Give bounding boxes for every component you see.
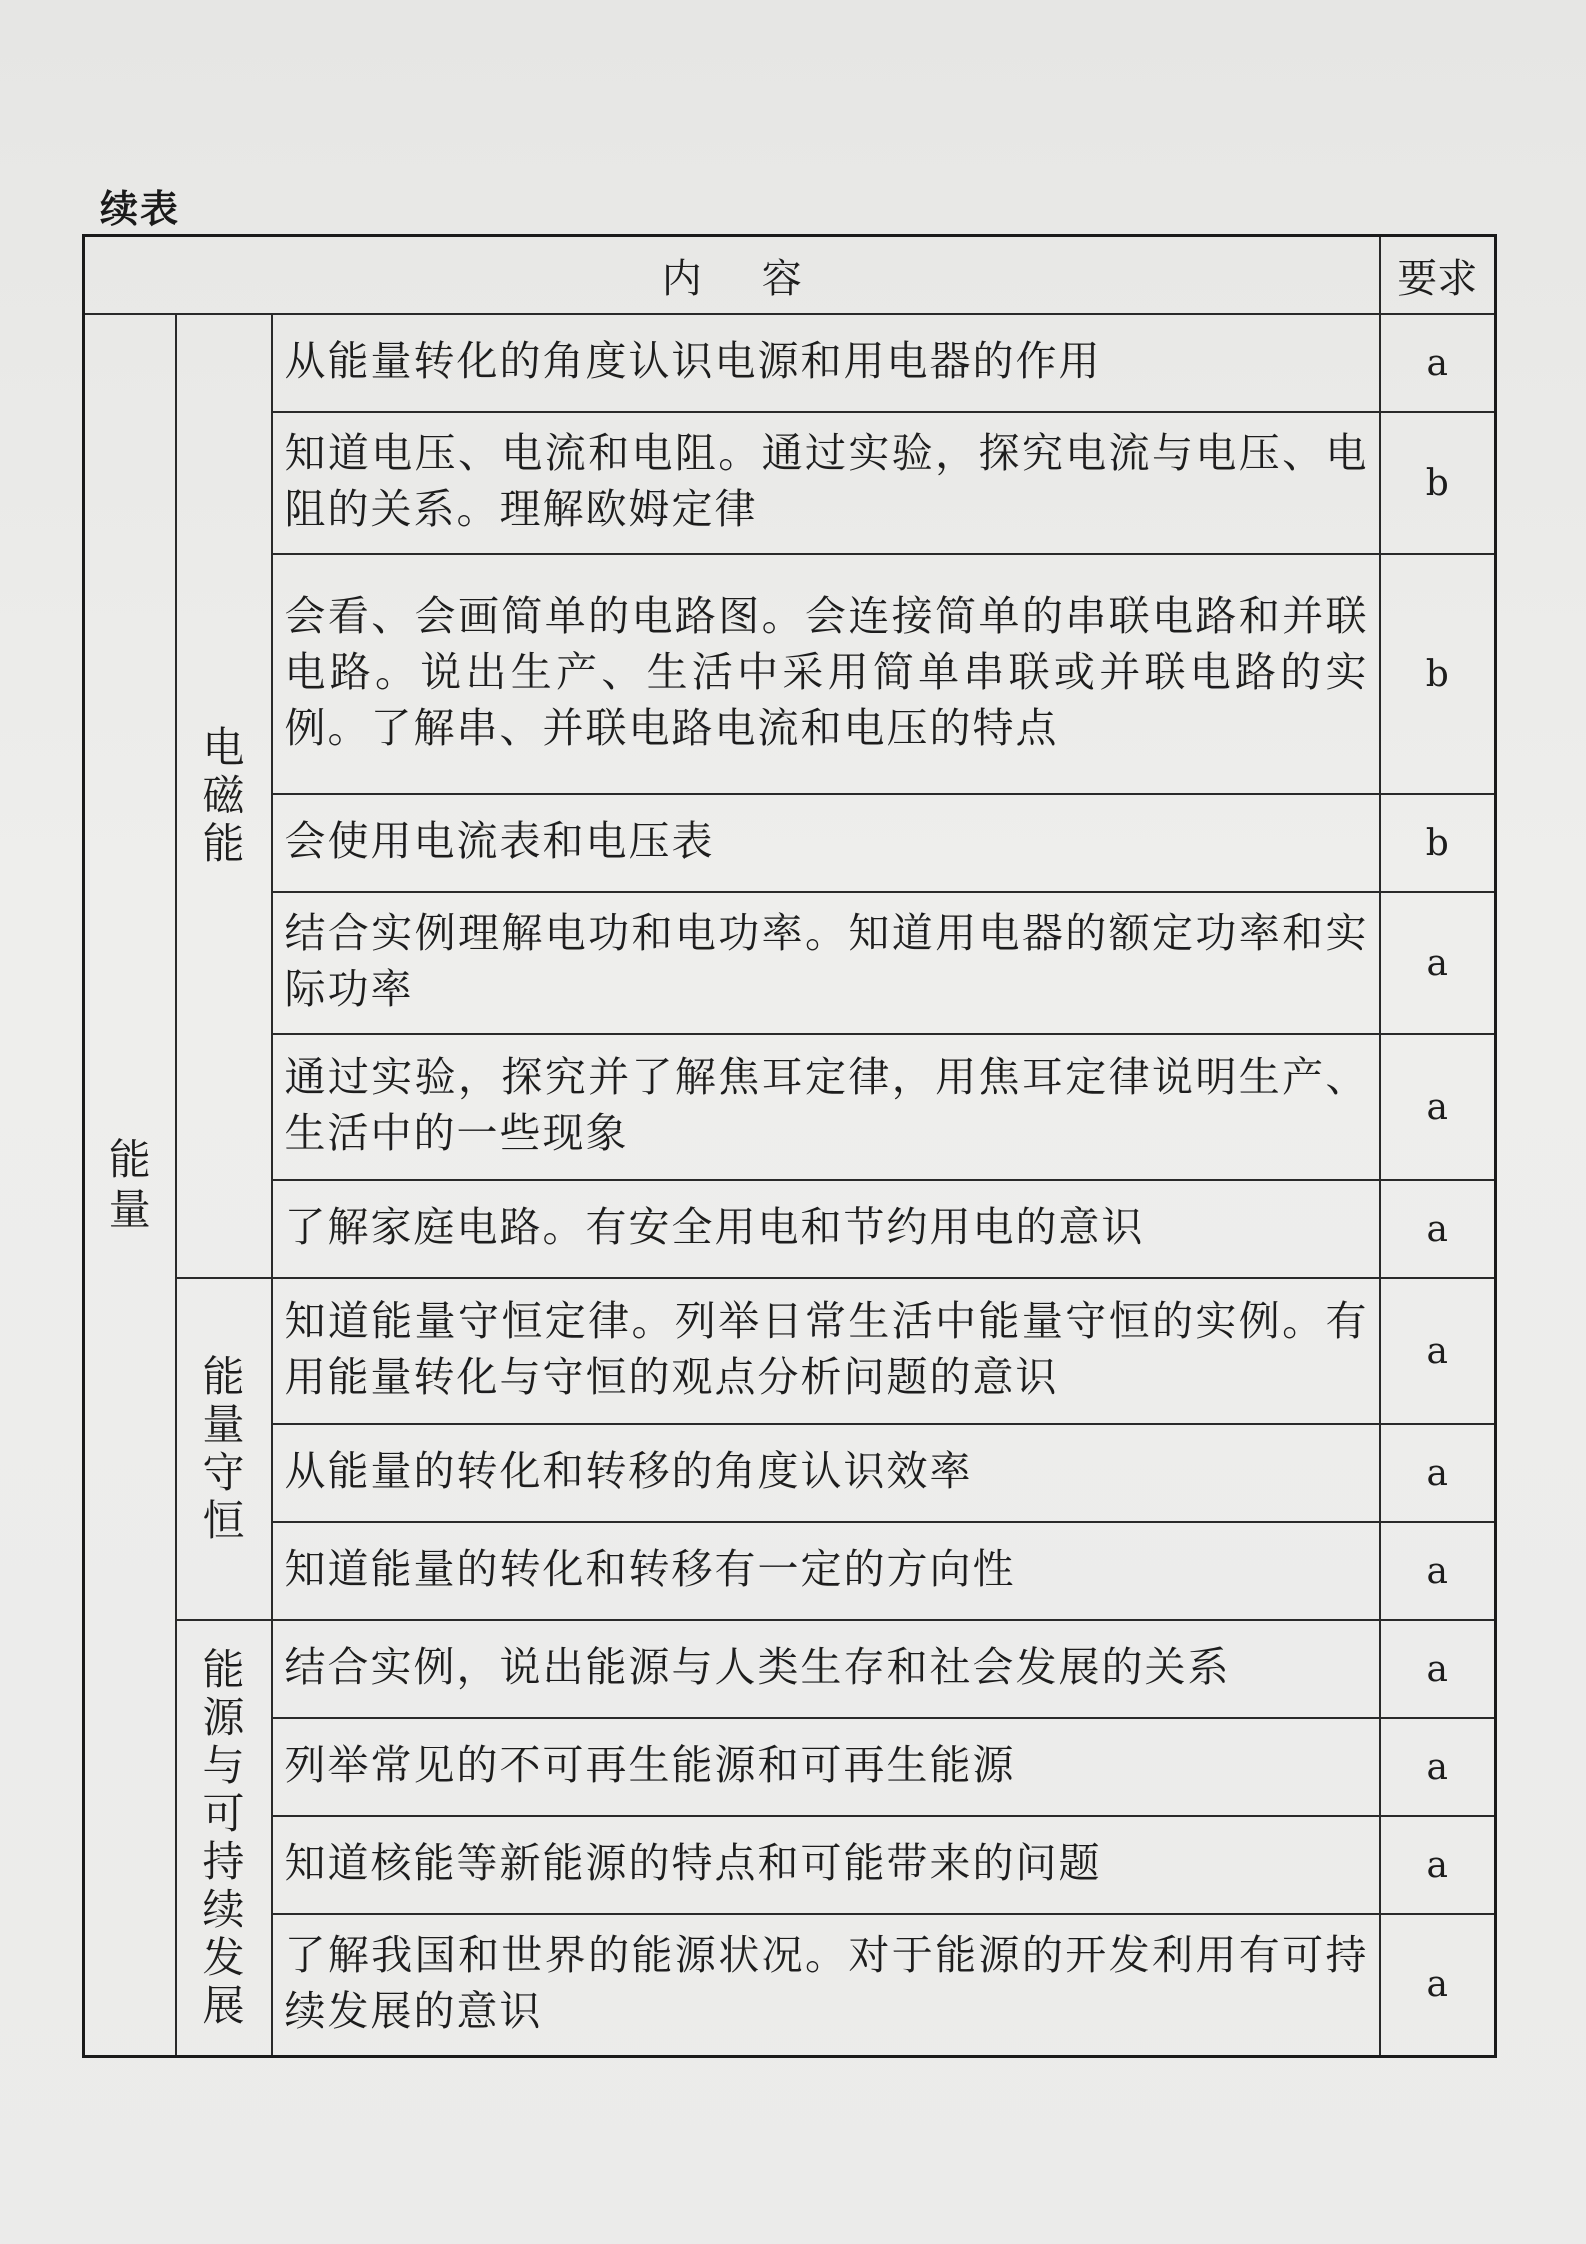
content-cell: 通过实验，探究并了解焦耳定律，用焦耳定律说明生产、生活中的一些现象 [272, 1034, 1380, 1180]
subcategory-char: 守 [202, 1448, 245, 1497]
table-row [84, 1522, 1496, 1620]
content-cell: 会看、会画简单的电路图。会连接简单的串联电路和并联电路。说出生产、生活中采用简单串联或并联电路的实例。了解串、并联电路电流和电压的特点 [272, 554, 1380, 794]
content-cell: 从能量的转化和转移的角度认识效率 [272, 1424, 1380, 1522]
subcategory-char: 续 [202, 1884, 245, 1934]
content-cell: 列举常见的不可再生能源和可再生能源 [272, 1718, 1380, 1816]
table-row [84, 554, 1496, 794]
requirement-cell: a [1380, 1620, 1496, 1718]
requirement-cell: b [1380, 412, 1496, 554]
table-row [84, 1718, 1496, 1816]
subcategory-cell [176, 314, 272, 1278]
table-row [84, 794, 1496, 892]
subcategory-char: 能 [202, 1644, 245, 1694]
content-cell: 结合实例理解电功和电功率。知道用电器的额定功率和实际功率 [272, 892, 1380, 1034]
content-cell: 知道能量的转化和转移有一定的方向性 [272, 1522, 1380, 1620]
category-char: 量 [108, 1184, 151, 1234]
table-row [84, 1914, 1496, 2056]
subcategory-cell [176, 1620, 272, 2056]
subcategory-cell [176, 1278, 272, 1620]
subcategory-char: 能 [202, 819, 245, 868]
subcategory-char: 发 [202, 1932, 245, 1982]
requirement-cell: a [1380, 1718, 1496, 1816]
subcategory-char: 可 [202, 1788, 245, 1838]
requirement-cell: a [1380, 1278, 1496, 1424]
requirement-cell: b [1380, 554, 1496, 794]
content-cell: 结合实例，说出能源与人类生存和社会发展的关系 [272, 1620, 1380, 1718]
subcategory-char: 源 [202, 1692, 245, 1742]
subcategory-char: 量 [202, 1400, 245, 1449]
requirement-cell: a [1380, 1180, 1496, 1278]
requirement-cell: b [1380, 794, 1496, 892]
table-row [84, 1816, 1496, 1914]
syllabus-table [82, 234, 1497, 2058]
header-requirement: 要求 [1380, 236, 1496, 315]
subcategory-char: 磁 [202, 771, 245, 820]
content-cell: 知道核能等新能源的特点和可能带来的问题 [272, 1816, 1380, 1914]
subcategory-char: 能 [202, 1352, 245, 1401]
category-cell [84, 314, 176, 2056]
content-cell: 了解我国和世界的能源状况。对于能源的开发利用有可持续发展的意识 [272, 1914, 1380, 2056]
table-row [84, 314, 1496, 412]
subcategory-char: 持 [202, 1836, 245, 1886]
table-row [84, 412, 1496, 554]
subcategory-char: 展 [202, 1980, 245, 2030]
subcategory-char: 与 [202, 1740, 245, 1790]
table-row [84, 1424, 1496, 1522]
table-row [84, 1034, 1496, 1180]
table-row [84, 892, 1496, 1034]
header-row [84, 236, 1496, 315]
requirement-cell: a [1380, 1816, 1496, 1914]
content-cell: 会使用电流表和电压表 [272, 794, 1380, 892]
requirement-cell: a [1380, 1522, 1496, 1620]
requirement-cell: a [1380, 1424, 1496, 1522]
category-char: 能 [108, 1134, 151, 1184]
subcategory-char: 恒 [202, 1496, 245, 1545]
header-content: 内容 [84, 236, 1380, 315]
content-cell: 知道能量守恒定律。列举日常生活中能量守恒的实例。有用能量转化与守恒的观点分析问题的意识 [272, 1278, 1380, 1424]
table-row [84, 1278, 1496, 1424]
table-row [84, 1620, 1496, 1718]
requirement-cell: a [1380, 892, 1496, 1034]
continued-label: 续表 [100, 187, 181, 231]
subcategory-char: 电 [202, 723, 245, 772]
content-cell: 从能量转化的角度认识电源和用电器的作用 [272, 314, 1380, 412]
requirement-cell: a [1380, 1034, 1496, 1180]
content-cell: 了解家庭电路。有安全用电和节约用电的意识 [272, 1180, 1380, 1278]
content-cell: 知道电压、电流和电阻。通过实验，探究电流与电压、电阻的关系。理解欧姆定律 [272, 412, 1380, 554]
table-row [84, 1180, 1496, 1278]
requirement-cell: a [1380, 1914, 1496, 2056]
requirement-cell: a [1380, 314, 1496, 412]
